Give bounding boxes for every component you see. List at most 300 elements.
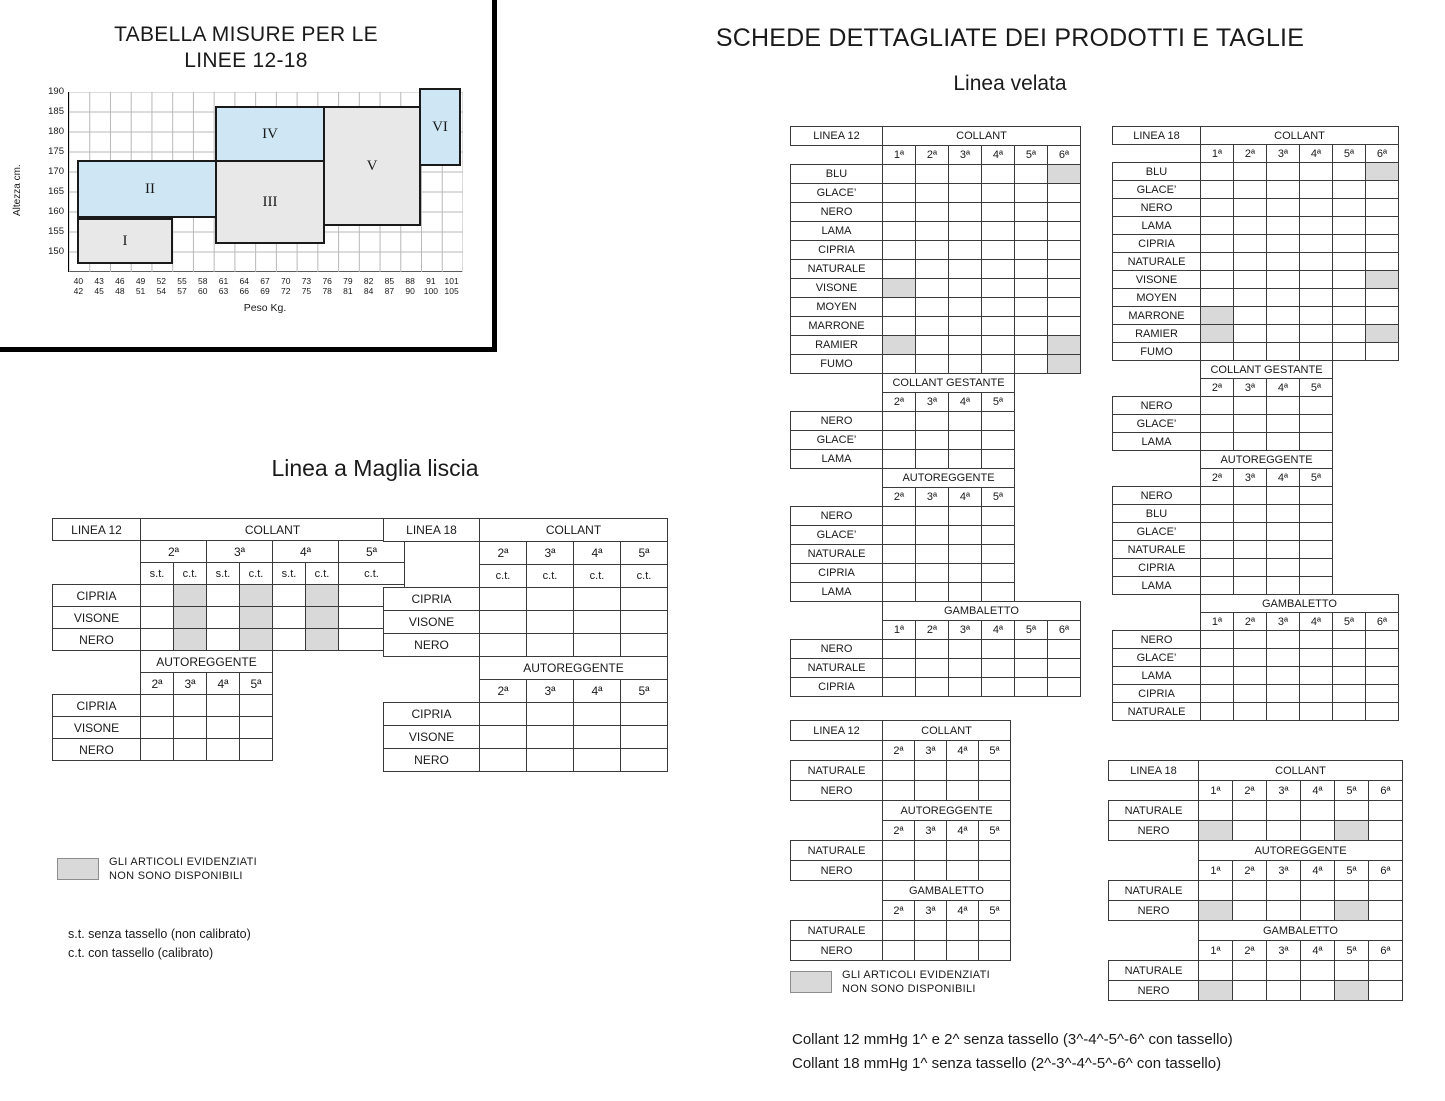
cell-available[interactable] (574, 611, 621, 634)
cell-available[interactable] (1201, 703, 1234, 721)
cell-available[interactable] (915, 921, 947, 941)
cell-available[interactable] (1366, 181, 1399, 199)
cell-available[interactable] (949, 450, 982, 469)
cell-available[interactable] (621, 749, 668, 772)
cell-available[interactable] (916, 184, 949, 203)
cell-available[interactable] (574, 703, 621, 726)
cell-available[interactable] (982, 298, 1015, 317)
cell-available[interactable] (1366, 343, 1399, 361)
cell-available[interactable] (1267, 961, 1301, 981)
cell-available[interactable] (982, 355, 1015, 374)
cell-available[interactable] (979, 941, 1011, 961)
cell-available[interactable] (1048, 659, 1081, 678)
cell-available[interactable] (1366, 631, 1399, 649)
cell-available[interactable] (1300, 253, 1333, 271)
cell-available[interactable] (1300, 415, 1333, 433)
cell-available[interactable] (207, 585, 240, 607)
cell-available[interactable] (883, 545, 916, 564)
cell-available[interactable] (949, 659, 982, 678)
cell-available[interactable] (1199, 881, 1233, 901)
cell-available[interactable] (1301, 881, 1335, 901)
cell-available[interactable] (207, 695, 240, 717)
cell-available[interactable] (527, 703, 574, 726)
cell-available[interactable] (949, 583, 982, 602)
cell-available[interactable] (1201, 541, 1234, 559)
cell-available[interactable] (982, 545, 1015, 564)
cell-available[interactable] (1015, 298, 1048, 317)
cell-available[interactable] (1234, 433, 1267, 451)
cell-available[interactable] (1369, 881, 1403, 901)
cell-available[interactable] (527, 634, 574, 657)
cell-available[interactable] (883, 507, 916, 526)
cell-available[interactable] (1333, 199, 1366, 217)
cell-available[interactable] (1201, 397, 1234, 415)
cell-available[interactable] (982, 431, 1015, 450)
cell-available[interactable] (1300, 325, 1333, 343)
cell-unavailable[interactable] (1366, 163, 1399, 181)
cell-available[interactable] (947, 921, 979, 941)
cell-available[interactable] (1333, 631, 1366, 649)
cell-available[interactable] (1201, 523, 1234, 541)
cell-unavailable[interactable] (1199, 821, 1233, 841)
cell-available[interactable] (883, 298, 916, 317)
cell-available[interactable] (1267, 163, 1300, 181)
cell-available[interactable] (1301, 801, 1335, 821)
cell-available[interactable] (621, 588, 668, 611)
cell-available[interactable] (949, 336, 982, 355)
cell-available[interactable] (883, 678, 916, 697)
cell-available[interactable] (1234, 253, 1267, 271)
cell-available[interactable] (1369, 961, 1403, 981)
cell-available[interactable] (1267, 397, 1300, 415)
cell-available[interactable] (621, 634, 668, 657)
cell-unavailable[interactable] (306, 585, 339, 607)
cell-available[interactable] (1267, 821, 1301, 841)
cell-available[interactable] (949, 165, 982, 184)
cell-available[interactable] (1366, 235, 1399, 253)
cell-available[interactable] (982, 241, 1015, 260)
cell-unavailable[interactable] (1366, 325, 1399, 343)
cell-available[interactable] (527, 611, 574, 634)
cell-available[interactable] (916, 165, 949, 184)
cell-available[interactable] (916, 507, 949, 526)
cell-available[interactable] (1234, 487, 1267, 505)
cell-available[interactable] (949, 355, 982, 374)
cell-available[interactable] (883, 222, 916, 241)
cell-available[interactable] (915, 941, 947, 961)
cell-available[interactable] (982, 260, 1015, 279)
cell-available[interactable] (1234, 199, 1267, 217)
cell-available[interactable] (1267, 981, 1301, 1001)
cell-available[interactable] (916, 564, 949, 583)
cell-unavailable[interactable] (1199, 981, 1233, 1001)
cell-available[interactable] (1267, 881, 1301, 901)
cell-available[interactable] (982, 640, 1015, 659)
cell-available[interactable] (1234, 289, 1267, 307)
cell-available[interactable] (916, 678, 949, 697)
cell-available[interactable] (1048, 298, 1081, 317)
cell-available[interactable] (1201, 217, 1234, 235)
cell-available[interactable] (1234, 163, 1267, 181)
cell-available[interactable] (574, 749, 621, 772)
cell-available[interactable] (1267, 703, 1300, 721)
cell-unavailable[interactable] (1201, 307, 1234, 325)
cell-available[interactable] (574, 726, 621, 749)
cell-available[interactable] (949, 526, 982, 545)
cell-available[interactable] (1333, 325, 1366, 343)
cell-available[interactable] (480, 634, 527, 657)
cell-available[interactable] (1333, 163, 1366, 181)
cell-available[interactable] (174, 739, 207, 761)
cell-available[interactable] (947, 781, 979, 801)
cell-available[interactable] (527, 588, 574, 611)
cell-unavailable[interactable] (174, 629, 207, 651)
cell-available[interactable] (1333, 253, 1366, 271)
cell-available[interactable] (1201, 631, 1234, 649)
cell-available[interactable] (1369, 901, 1403, 921)
cell-available[interactable] (915, 761, 947, 781)
cell-unavailable[interactable] (174, 607, 207, 629)
cell-available[interactable] (174, 717, 207, 739)
cell-available[interactable] (1300, 199, 1333, 217)
cell-available[interactable] (883, 241, 916, 260)
cell-available[interactable] (1267, 523, 1300, 541)
cell-available[interactable] (207, 739, 240, 761)
cell-available[interactable] (979, 921, 1011, 941)
cell-available[interactable] (916, 640, 949, 659)
cell-available[interactable] (949, 545, 982, 564)
cell-available[interactable] (574, 588, 621, 611)
cell-unavailable[interactable] (883, 279, 916, 298)
cell-available[interactable] (1201, 181, 1234, 199)
cell-available[interactable] (1267, 199, 1300, 217)
cell-available[interactable] (141, 585, 174, 607)
cell-available[interactable] (1201, 235, 1234, 253)
cell-available[interactable] (141, 717, 174, 739)
cell-available[interactable] (273, 585, 306, 607)
cell-available[interactable] (982, 564, 1015, 583)
cell-available[interactable] (1234, 649, 1267, 667)
cell-available[interactable] (1015, 336, 1048, 355)
cell-available[interactable] (1300, 433, 1333, 451)
cell-available[interactable] (1267, 505, 1300, 523)
cell-available[interactable] (1366, 253, 1399, 271)
cell-available[interactable] (949, 564, 982, 583)
cell-available[interactable] (1267, 541, 1300, 559)
cell-available[interactable] (883, 861, 915, 881)
cell-available[interactable] (1267, 487, 1300, 505)
cell-available[interactable] (1333, 181, 1366, 199)
cell-available[interactable] (883, 355, 916, 374)
cell-available[interactable] (1300, 577, 1333, 595)
cell-available[interactable] (1267, 289, 1300, 307)
cell-available[interactable] (982, 336, 1015, 355)
cell-available[interactable] (1234, 217, 1267, 235)
cell-available[interactable] (240, 717, 273, 739)
cell-available[interactable] (621, 611, 668, 634)
cell-unavailable[interactable] (1048, 336, 1081, 355)
cell-unavailable[interactable] (306, 607, 339, 629)
cell-available[interactable] (1015, 659, 1048, 678)
cell-available[interactable] (1335, 881, 1369, 901)
cell-unavailable[interactable] (306, 629, 339, 651)
cell-available[interactable] (1201, 415, 1234, 433)
cell-available[interactable] (1369, 801, 1403, 821)
cell-available[interactable] (979, 861, 1011, 881)
cell-unavailable[interactable] (240, 607, 273, 629)
cell-available[interactable] (949, 640, 982, 659)
cell-available[interactable] (1300, 631, 1333, 649)
cell-available[interactable] (1267, 801, 1301, 821)
cell-unavailable[interactable] (174, 585, 207, 607)
cell-unavailable[interactable] (240, 629, 273, 651)
cell-available[interactable] (1015, 640, 1048, 659)
cell-available[interactable] (1300, 703, 1333, 721)
cell-available[interactable] (1300, 307, 1333, 325)
cell-available[interactable] (1233, 821, 1267, 841)
cell-available[interactable] (1333, 685, 1366, 703)
cell-available[interactable] (174, 695, 207, 717)
cell-unavailable[interactable] (240, 585, 273, 607)
cell-available[interactable] (979, 761, 1011, 781)
cell-available[interactable] (883, 412, 916, 431)
cell-available[interactable] (1300, 487, 1333, 505)
cell-available[interactable] (883, 781, 915, 801)
cell-available[interactable] (1267, 433, 1300, 451)
cell-available[interactable] (1048, 260, 1081, 279)
cell-available[interactable] (916, 260, 949, 279)
cell-available[interactable] (207, 629, 240, 651)
cell-available[interactable] (1234, 703, 1267, 721)
cell-available[interactable] (1234, 397, 1267, 415)
cell-available[interactable] (1234, 667, 1267, 685)
cell-available[interactable] (1366, 217, 1399, 235)
cell-available[interactable] (1233, 961, 1267, 981)
cell-available[interactable] (982, 203, 1015, 222)
cell-available[interactable] (916, 355, 949, 374)
cell-available[interactable] (1267, 559, 1300, 577)
cell-available[interactable] (1015, 165, 1048, 184)
cell-available[interactable] (1234, 181, 1267, 199)
cell-available[interactable] (982, 583, 1015, 602)
cell-unavailable[interactable] (1201, 325, 1234, 343)
cell-available[interactable] (1333, 703, 1366, 721)
cell-available[interactable] (1366, 685, 1399, 703)
cell-available[interactable] (1301, 821, 1335, 841)
cell-available[interactable] (1201, 271, 1234, 289)
cell-available[interactable] (1201, 253, 1234, 271)
cell-available[interactable] (527, 726, 574, 749)
cell-available[interactable] (1015, 678, 1048, 697)
cell-unavailable[interactable] (1048, 355, 1081, 374)
cell-available[interactable] (949, 431, 982, 450)
cell-available[interactable] (1300, 271, 1333, 289)
cell-available[interactable] (1300, 541, 1333, 559)
cell-available[interactable] (141, 695, 174, 717)
cell-available[interactable] (883, 317, 916, 336)
cell-available[interactable] (1267, 217, 1300, 235)
cell-unavailable[interactable] (1199, 901, 1233, 921)
cell-available[interactable] (141, 739, 174, 761)
cell-available[interactable] (1366, 307, 1399, 325)
cell-available[interactable] (1300, 505, 1333, 523)
cell-available[interactable] (1301, 961, 1335, 981)
cell-available[interactable] (1300, 685, 1333, 703)
cell-available[interactable] (1267, 307, 1300, 325)
cell-available[interactable] (916, 431, 949, 450)
cell-available[interactable] (1333, 271, 1366, 289)
cell-available[interactable] (916, 659, 949, 678)
cell-available[interactable] (883, 165, 916, 184)
cell-available[interactable] (480, 749, 527, 772)
cell-available[interactable] (1300, 523, 1333, 541)
cell-available[interactable] (982, 412, 1015, 431)
cell-available[interactable] (1234, 559, 1267, 577)
cell-available[interactable] (916, 279, 949, 298)
cell-available[interactable] (1015, 260, 1048, 279)
cell-available[interactable] (916, 450, 949, 469)
cell-available[interactable] (1201, 649, 1234, 667)
cell-available[interactable] (1366, 289, 1399, 307)
cell-available[interactable] (947, 761, 979, 781)
cell-available[interactable] (1201, 199, 1234, 217)
cell-available[interactable] (1335, 961, 1369, 981)
cell-available[interactable] (982, 222, 1015, 241)
cell-available[interactable] (1267, 577, 1300, 595)
cell-available[interactable] (1267, 667, 1300, 685)
cell-available[interactable] (1015, 279, 1048, 298)
cell-available[interactable] (207, 717, 240, 739)
cell-available[interactable] (1267, 325, 1300, 343)
cell-available[interactable] (947, 941, 979, 961)
cell-unavailable[interactable] (1335, 901, 1369, 921)
cell-available[interactable] (916, 545, 949, 564)
cell-available[interactable] (621, 703, 668, 726)
cell-available[interactable] (1267, 415, 1300, 433)
cell-available[interactable] (883, 431, 916, 450)
cell-available[interactable] (1333, 307, 1366, 325)
cell-unavailable[interactable] (1366, 271, 1399, 289)
cell-available[interactable] (141, 629, 174, 651)
cell-available[interactable] (1201, 433, 1234, 451)
cell-available[interactable] (1267, 235, 1300, 253)
cell-available[interactable] (883, 640, 916, 659)
cell-available[interactable] (916, 583, 949, 602)
cell-available[interactable] (1300, 181, 1333, 199)
cell-available[interactable] (1015, 317, 1048, 336)
cell-available[interactable] (1333, 235, 1366, 253)
cell-available[interactable] (949, 184, 982, 203)
cell-available[interactable] (1015, 184, 1048, 203)
cell-available[interactable] (1201, 577, 1234, 595)
cell-available[interactable] (621, 726, 668, 749)
cell-available[interactable] (1335, 801, 1369, 821)
cell-available[interactable] (1048, 222, 1081, 241)
cell-available[interactable] (916, 412, 949, 431)
cell-available[interactable] (1234, 415, 1267, 433)
cell-available[interactable] (915, 861, 947, 881)
cell-available[interactable] (1267, 253, 1300, 271)
cell-available[interactable] (1267, 685, 1300, 703)
cell-available[interactable] (1267, 181, 1300, 199)
cell-available[interactable] (1233, 881, 1267, 901)
cell-available[interactable] (949, 317, 982, 336)
cell-available[interactable] (916, 203, 949, 222)
cell-available[interactable] (1366, 649, 1399, 667)
cell-available[interactable] (1233, 801, 1267, 821)
cell-available[interactable] (1199, 801, 1233, 821)
cell-available[interactable] (480, 703, 527, 726)
cell-available[interactable] (949, 678, 982, 697)
cell-available[interactable] (1048, 184, 1081, 203)
cell-available[interactable] (141, 607, 174, 629)
cell-available[interactable] (982, 678, 1015, 697)
cell-available[interactable] (1015, 241, 1048, 260)
cell-available[interactable] (1201, 343, 1234, 361)
cell-available[interactable] (982, 450, 1015, 469)
cell-available[interactable] (883, 203, 916, 222)
cell-available[interactable] (883, 583, 916, 602)
cell-available[interactable] (1234, 523, 1267, 541)
cell-available[interactable] (1366, 667, 1399, 685)
cell-available[interactable] (883, 921, 915, 941)
cell-available[interactable] (1333, 289, 1366, 307)
cell-available[interactable] (982, 507, 1015, 526)
cell-available[interactable] (1201, 685, 1234, 703)
cell-available[interactable] (1366, 703, 1399, 721)
cell-available[interactable] (1199, 961, 1233, 981)
cell-available[interactable] (480, 726, 527, 749)
cell-available[interactable] (916, 526, 949, 545)
cell-unavailable[interactable] (883, 336, 916, 355)
cell-available[interactable] (883, 564, 916, 583)
cell-unavailable[interactable] (1335, 981, 1369, 1001)
cell-available[interactable] (1048, 203, 1081, 222)
cell-available[interactable] (947, 861, 979, 881)
cell-available[interactable] (1234, 541, 1267, 559)
cell-available[interactable] (1234, 343, 1267, 361)
cell-available[interactable] (979, 841, 1011, 861)
cell-available[interactable] (982, 279, 1015, 298)
cell-available[interactable] (916, 222, 949, 241)
cell-available[interactable] (949, 260, 982, 279)
cell-available[interactable] (883, 450, 916, 469)
cell-available[interactable] (949, 298, 982, 317)
cell-available[interactable] (240, 739, 273, 761)
cell-available[interactable] (1267, 271, 1300, 289)
cell-available[interactable] (1234, 271, 1267, 289)
cell-available[interactable] (1301, 901, 1335, 921)
cell-available[interactable] (1233, 981, 1267, 1001)
cell-available[interactable] (1234, 325, 1267, 343)
cell-available[interactable] (949, 412, 982, 431)
cell-available[interactable] (1267, 631, 1300, 649)
cell-available[interactable] (1300, 217, 1333, 235)
cell-available[interactable] (1267, 901, 1301, 921)
cell-available[interactable] (1233, 901, 1267, 921)
cell-available[interactable] (574, 634, 621, 657)
cell-available[interactable] (1201, 289, 1234, 307)
cell-available[interactable] (949, 241, 982, 260)
cell-available[interactable] (949, 279, 982, 298)
cell-available[interactable] (949, 222, 982, 241)
cell-unavailable[interactable] (1335, 821, 1369, 841)
cell-available[interactable] (1369, 821, 1403, 841)
cell-available[interactable] (1300, 163, 1333, 181)
cell-available[interactable] (883, 184, 916, 203)
cell-available[interactable] (527, 749, 574, 772)
cell-available[interactable] (1300, 397, 1333, 415)
